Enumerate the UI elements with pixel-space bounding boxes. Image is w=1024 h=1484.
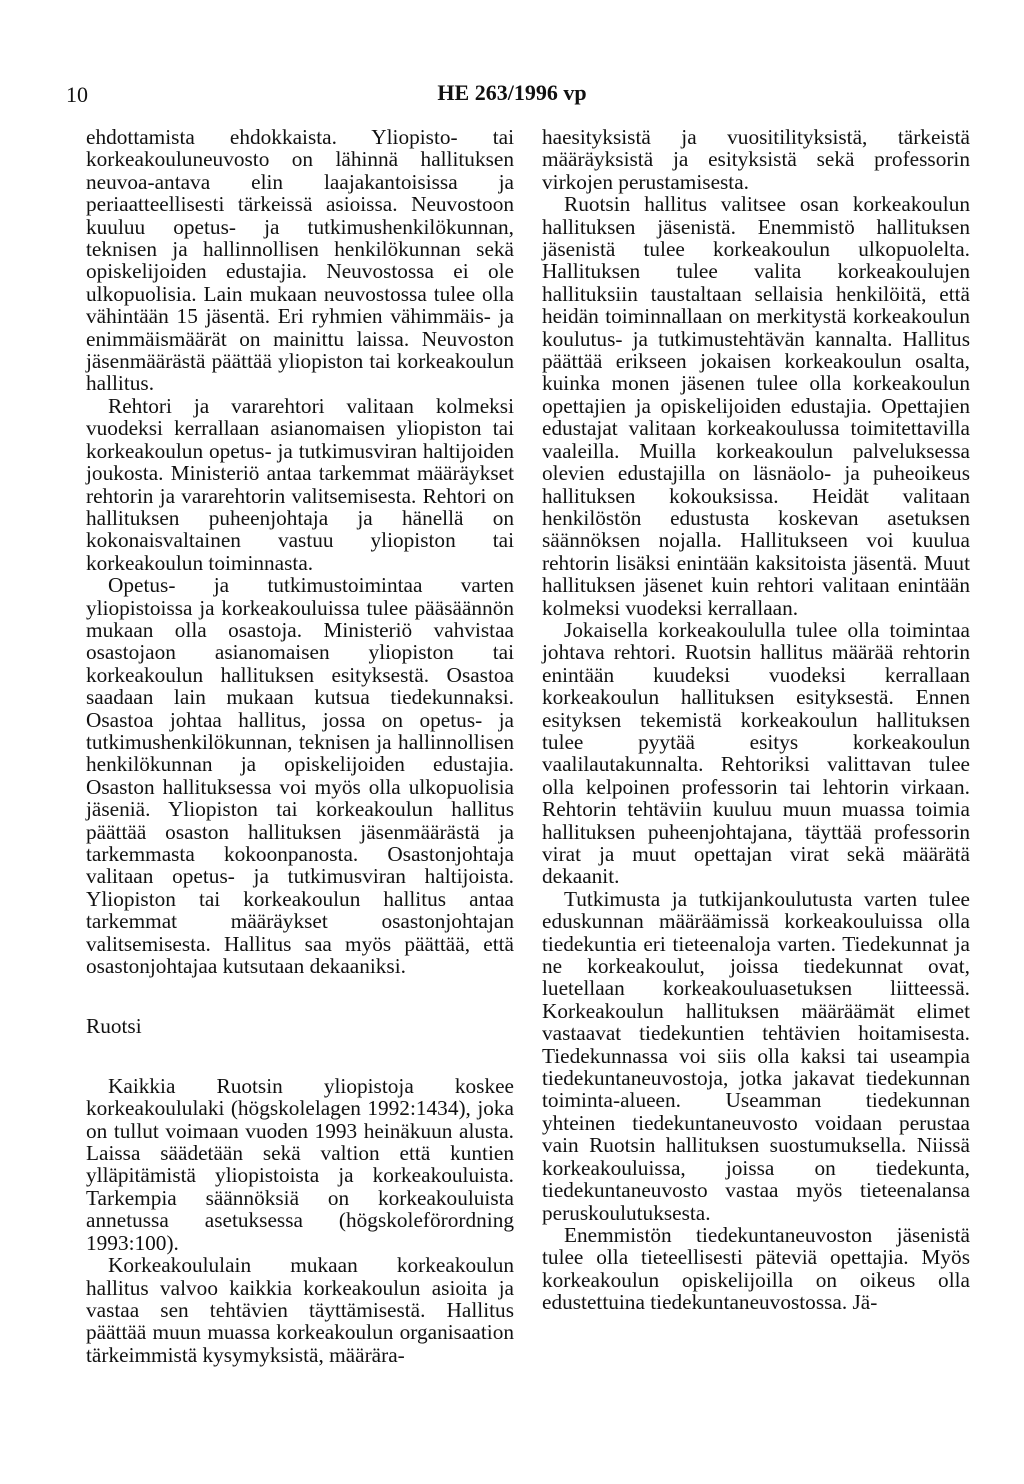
right-paragraph-3: Jokaisella korkeakoululla tulee olla toimintaa johtava rehtori. Ruotsin hallitus määrää rehtorin enintään kuudeksi vuodeksi kerrallaan korkeakoulun hallituksen esityksestä. Ennen esityksen tekemistä korkeakoulun hallituksen tulee pyytää esitys korkeakoulun vaalilautakunnalta. Rehtoriksi valittavan tulee olla kelpoinen professorin tai lehtorin virkaan. Rehtorin tehtäviin kuuluu muun muassa toimia hallituksen puheenjohtajana, täyttää professorin virat ja muut opettajan virat sekä määrätä dekaanit.	[542, 617, 970, 889]
section-heading-ruotsi: Ruotsi	[86, 1014, 142, 1039]
right-paragraph-1: haesityksistä ja vuositilityksistä, tärkeistä määräyksistä ja esityksistä sekä professorin virkojen perustamisesta.	[542, 125, 970, 194]
left-paragraph-3: Opetus- ja tutkimustoimintaa varten yliopistoissa ja korkeakouluissa tulee pääsäännön mukaan olla osastoja. Ministeriö vahvistaa osastojaon asianomaisen yliopiston tai korkeakoulun hallituksen esityksestä. Osastoa saadaan lain mukaan kutsua tiedekunnaksi. Osastoa johtaa hallitus, jossa on opetus- ja tutkimushenkilökunnan, teknisen ja hallinnollisen henkilökunnan ja opiskelijoiden edustajia. Osaston hallituksessa voi myös olla ulkopuolisia jäseniä. Yliopiston tai korkeakoulun hallitus päättää osaston hallituksen jäsenmäärästä ja tarkemmasta kokoonpanosta. Osastonjohtaja valitaan opetus- ja tutkimusviran haltijoista. Yliopiston tai korkeakoulun hallitus antaa tarkemmat määräykset osastonjohtajan valitsemisesta. Hallitus saa myös päättää, että osastonjohtajaa kutsutaan dekaaniksi.	[86, 573, 514, 979]
ruotsi-paragraph-1: Kaikkia Ruotsin yliopistoja koskee korkeakoululaki (högskolelagen 1992:1434), joka on tullut voimaan vuoden 1993 heinäkuun alusta. Laissa säädetään sekä valtion että kuntien ylläpitämistä yliopistoista ja korkeakouluista. Tarkempia säännöksiä on korkeakouluista annetussa asetuksessa (högskoleförordning 1993:100).	[86, 1073, 514, 1255]
right-paragraph-4: Tutkimusta ja tutkijankoulutusta varten tulee eduskunnan määräämissä korkeakouluissa olla tiedekuntia eri tieteenaloja varten. Tiedekunnat ja ne korkeakoulut, joissa tiedekunnat ovat, luetellaan korkeakouluasetuksen liitteessä. Korkeakoulun hallituksen määräämät elimet vastaavat tiedekuntien tehtävien hoitamisesta. Tiedekunnassa voi siis olla kaksi tai useampia tiedekuntaneuvostoja, jotka jakavat tiedekunnan toiminta-alueen. Useamman tiedekunnan yhteinen tiedekuntaneuvosto voidaan perustaa vain Ruotsin hallituksen suostumuksella. Niissä korkeakouluissa, joissa on tiedekunta, tiedekuntaneuvosto vastaa myös tieteenalansa peruskoulutuksesta.	[542, 886, 970, 1225]
right-paragraph-5: Enemmistön tiedekuntaneuvoston jäsenistä tulee olla tieteellisesti päteviä opettajia. Myös korkeakoulun opiskelijoilla on oikeus olla edustettuina tiedekuntaneuvostossa. Jä-	[542, 1222, 970, 1315]
document-header-title: HE 263/1996 vp	[437, 80, 587, 105]
right-column	[542, 126, 970, 1314]
ruotsi-paragraph-2: Korkeakoululain mukaan korkeakoulun hallitus valvoo kaikkia korkeakoulun asioita ja vastaa sen tehtävien täyttämisestä. Hallitus päättää muun muassa korkeakoulun organisaation tärkeimmistä kysymyksistä, määrära-	[86, 1253, 514, 1367]
left-column	[86, 126, 514, 1366]
left-paragraph-1: ehdottamista ehdokkaista. Yliopisto- tai korkeakouluneuvosto on lähinnä hallituksen neuvoa-antava elin laajakantoisissa ja periaatteellisesti tärkeissä asioissa. Neuvostoon kuuluu opetus- ja tutkimushenkilökunnan, teknisen ja hallinnollisen henkilökunnan sekä opiskelijoiden edustajia. Neuvostossa ei ole ulkopuolisia. Lain mukaan neuvostossa tulee olla vähintään 15 jäsentä. Eri ryhmien vähimmäis- ja enimmäismäärät on mainittu laissa. Neuvoston jäsenmäärästä päättää yliopiston tai korkeakoulun hallitus.	[86, 125, 514, 396]
right-paragraph-2: Ruotsin hallitus valitsee osan korkeakoulun hallituksen jäsenistä. Enemmistö hallituksen jäsenistä tulee korkeakoulun ulkopuolelta. Hallituksen tulee valita korkeakoulujen hallituksiin taustaltaan sellaisia henkilöitä, että heidän toiminnallaan on merkitystä korkeakoulun koulutus- ja tutkimustehtävän kannalta. Hallitus päättää erikseen jokaisen korkeakoulun osalta, kuinka monen jäsenen tulee olla korkeakoulun opettajien ja opiskelijoiden edustajia. Opettajien edustajat valitaan korkeakoulussa toimitettavilla vaaleilla. Muilla korkeakoulun palveluksessa olevien edustajilla on läsnäolo- ja puheoikeus hallituksen kokouksissa. Heidät valitaan henkilöstön edustusta koskevan asetuksen säännöksen nojalla. Hallitukseen voi kuulua rehtorin lisäksi enintään kaksitoista jäsentä. Muut hallituksen jäsenet kuin rehtori valitaan enintään kolmeksi vuodeksi kerrallaan.	[542, 192, 970, 620]
page-number: 10	[66, 82, 88, 107]
left-paragraph-2: Rehtori ja vararehtori valitaan kolmeksi vuodeksi kerrallaan asianomaisen yliopiston tai korkeakoulun opetus- ja tutkimusviran haltijoiden joukosta. Ministeriö antaa tarkemmat määräykset rehtorin ja vararehtorin valitsemisesta. Rehtori on hallituksen puheenjohtaja ja hänellä on kokonaisvaltainen vastuu yliopiston tai korkeakoulun toiminnasta.	[86, 393, 514, 575]
